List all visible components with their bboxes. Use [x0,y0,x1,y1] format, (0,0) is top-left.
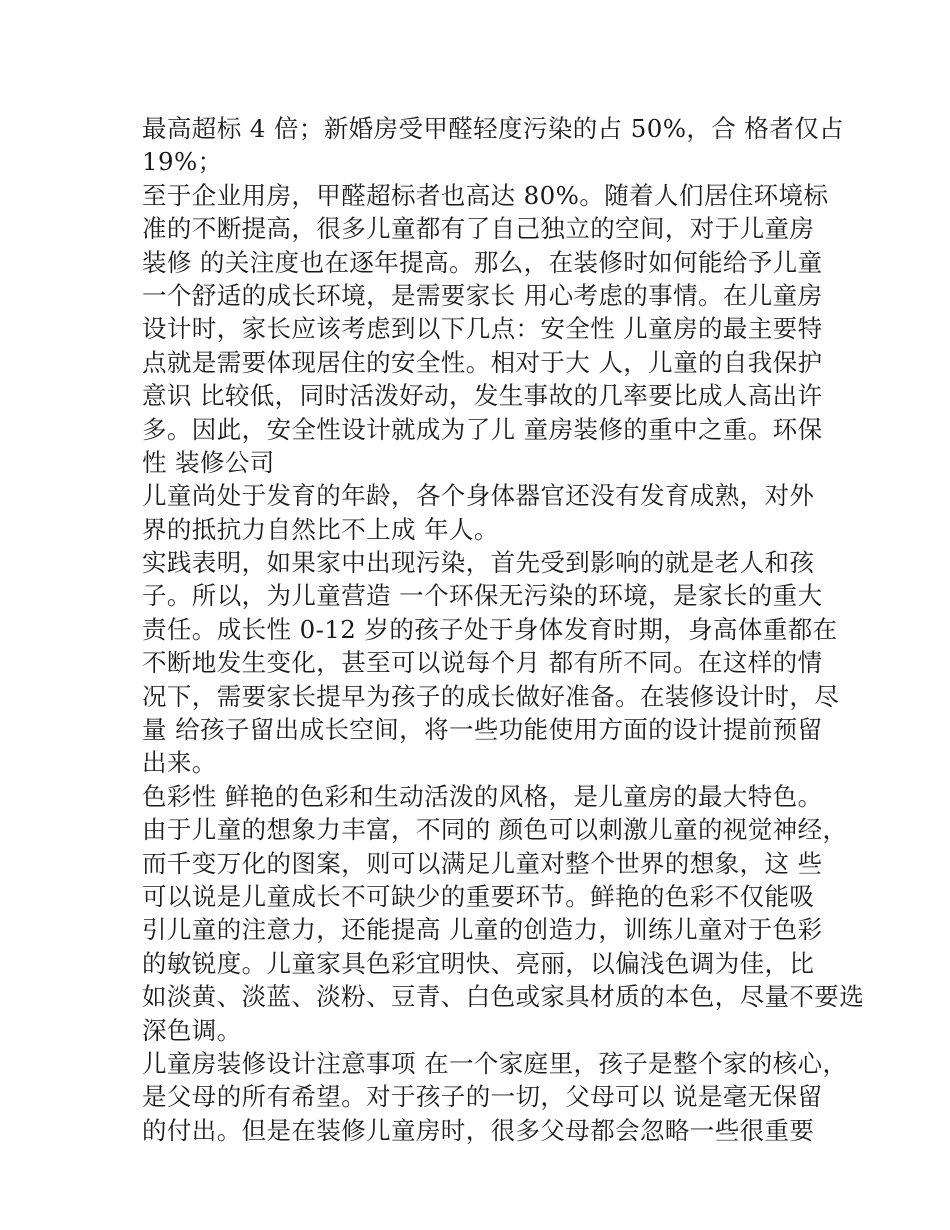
text-line: 的敏锐度。儿童家具色彩宜明快、亮丽，以偏浅色调为佳，比 [142,948,815,978]
text-line: 19%； [142,147,223,177]
text-line: 界的抵抗力自然比不上成 年人。 [142,514,499,544]
text-line: 设计时，家长应该考虑到以下几点：安全性 儿童房的最主要特 [142,314,823,344]
text-line: 一个舒适的成长环境，是需要家长 用心考虑的事情。在儿童房 [142,280,823,310]
text-line: 深色调。 [142,1015,242,1045]
text-line: 至于企业用房，甲醛超标者也高达 80%。随着人们居住环境标 [142,180,829,210]
text-line: 儿童尚处于发育的年龄，各个身体器官还没有发育成熟，对外 [142,481,815,511]
text-line: 况下，需要家长提早为孩子的成长做好准备。在装修设计时，尽 [142,681,840,711]
text-line: 可以说是儿童成长不可缺少的重要环节。鲜艳的色彩不仅能吸 [142,881,815,911]
text-line: 儿童房装修设计注意事项 在一个家庭里，孩子是整个家的核心， [142,1048,848,1078]
text-line: 不断地发生变化，甚至可以说每个月 都有所不同。在这样的情 [142,648,823,678]
text-line: 责任。成长性 0-12 岁的孩子处于身体发育时期，身高体重都在 [142,614,838,644]
text-line: 而千变万化的图案，则可以满足儿童对整个世界的想象，这 些 [142,848,823,878]
text-line: 装修 的关注度也在逐年提高。那么，在装修时如何能给予儿童 [142,247,823,277]
text-line: 出来。 [142,748,217,778]
text-line: 是父母的所有希望。对于孩子的一切，父母可以 说是毫无保留 [142,1082,823,1112]
text-line: 意识 比较低，同时活泼好动，发生事故的几率要比成人高出许 [142,381,823,411]
text-line: 实践表明，如果家中出现污染，首先受到影响的就是老人和孩 [142,548,815,578]
text-line: 性 装修公司 [142,447,275,477]
text-line: 子。所以，为儿童营造 一个环保无污染的环境，是家长的重大 [142,581,823,611]
text-line: 引儿童的注意力，还能提高 儿童的创造力，训练儿童对于色彩 [142,915,823,945]
text-line: 最高超标 4 倍；新婚房受甲醛轻度污染的占 50%，合 格者仅占 [142,114,844,143]
text-line: 点就是需要体现居住的安全性。相对于大 人，儿童的自我保护 [142,347,823,377]
text-line: 由于儿童的想象力丰富，不同的 颜色可以刺激儿童的视觉神经， [142,815,848,845]
text-line: 量 给孩子留出成长空间，将一些功能使用方面的设计提前预留 [142,715,823,745]
text-line: 多。因此，安全性设计就成为了儿 童房装修的重中之重。环保 [142,414,823,444]
text-line: 如淡黄、淡蓝、淡粉、豆青、白色或家具材质的本色，尽量不要选 [142,982,865,1012]
text-line: 的付出。但是在装修儿童房时，很多父母都会忽略一些很重要 [142,1115,815,1145]
text-line: 准的不断提高，很多儿童都有了自己独立的空间，对于儿童房 [142,214,815,244]
document-body [142,112,865,1147]
text-line: 色彩性 鲜艳的色彩和生动活泼的风格，是儿童房的最大特色。 [142,781,823,811]
